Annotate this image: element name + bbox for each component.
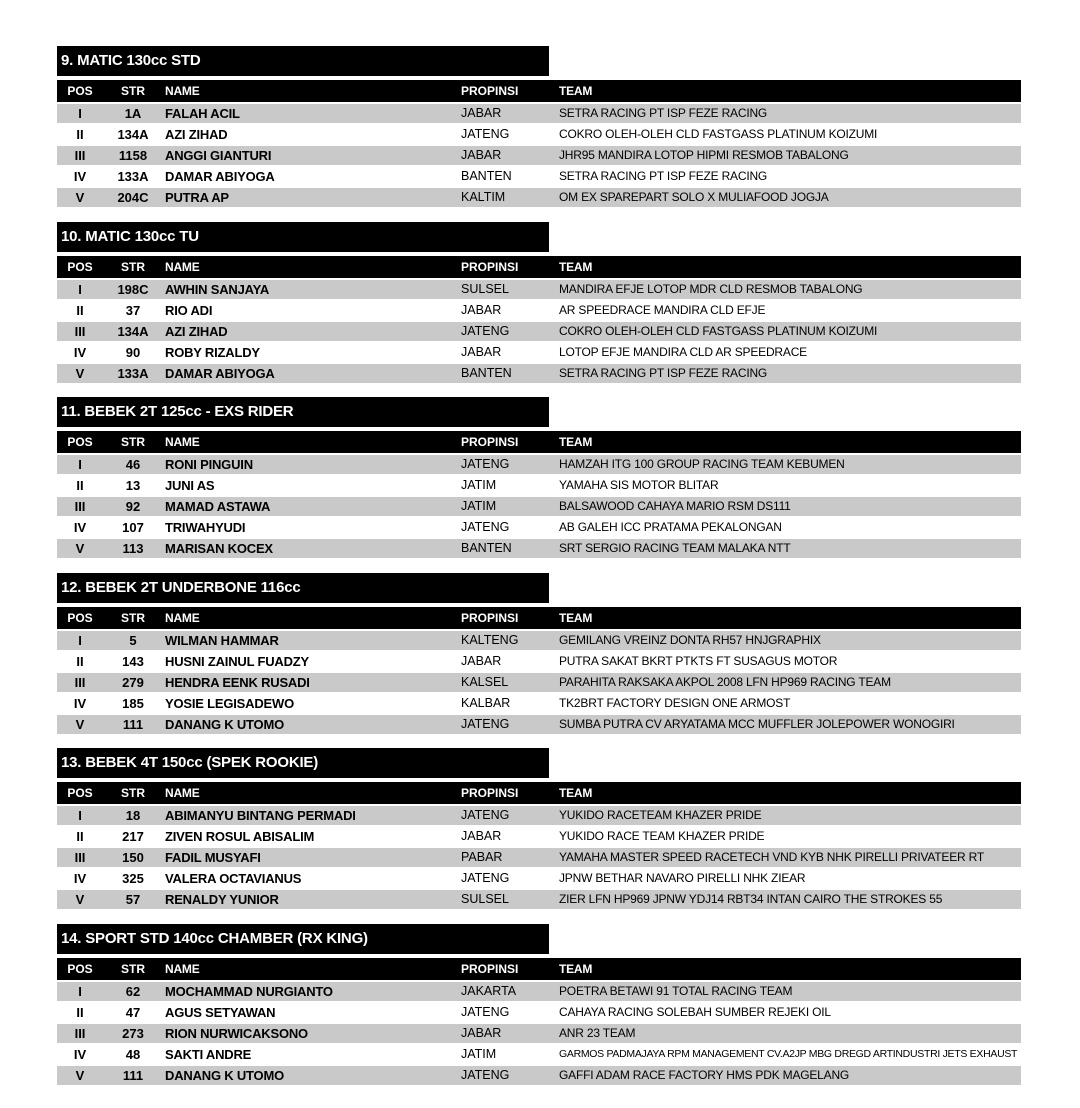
cell-team: AB GALEH ICC PRATAMA PEKALONGAN xyxy=(559,520,782,534)
cell-str: 150 xyxy=(122,850,144,865)
table-row xyxy=(57,343,1021,362)
cell-team: YUKIDO RACETEAM KHAZER PRIDE xyxy=(559,808,762,822)
cell-pos: IV xyxy=(73,344,87,360)
cell-pos: V xyxy=(75,1067,85,1083)
column-header-propinsi: PROPINSI xyxy=(461,961,519,976)
cell-team: BALSAWOOD CAHAYA MARIO RSM DS111 xyxy=(559,499,791,513)
table-row xyxy=(57,982,1021,1001)
cell-team: SRT SERGIO RACING TEAM MALAKA NTT xyxy=(559,541,791,555)
cell-name: AZI ZIHAD xyxy=(165,127,228,142)
class-section xyxy=(57,573,1021,749)
table-row xyxy=(57,1024,1021,1043)
cell-propinsi: KALTENG xyxy=(461,632,519,647)
cell-name: MARISAN KOCEX xyxy=(165,541,273,556)
table-row xyxy=(57,539,1021,558)
results-document xyxy=(57,46,1021,1099)
cell-team: JHR95 MANDIRA LOTOP HIPMI RESMOB TABALONG xyxy=(559,148,849,162)
table-row xyxy=(57,1066,1021,1085)
cell-team: YUKIDO RACE TEAM KHAZER PRIDE xyxy=(559,829,765,843)
column-header-str: STR xyxy=(121,786,145,800)
column-header-str: STR xyxy=(121,961,145,976)
table-header xyxy=(57,958,1021,980)
cell-name: HUSNI ZAINUL FUADZY xyxy=(165,653,310,669)
cell-team: CAHAYA RACING SOLEBAH SUMBER REJEKI OIL xyxy=(559,1004,831,1019)
cell-str: 13 xyxy=(125,478,141,493)
section-title: 13. BEBEK 4T 150cc (SPEK ROOKIE) xyxy=(57,748,549,778)
cell-name: AWHIN SANJAYA xyxy=(165,281,270,297)
class-section xyxy=(57,397,1021,573)
cell-name: RION NURWICAKSONO xyxy=(165,1025,308,1041)
table-row xyxy=(57,652,1021,671)
cell-name: TRIWAHYUDI xyxy=(165,520,246,535)
cell-name: MOCHAMMAD NURGIANTO xyxy=(165,983,333,999)
table-row xyxy=(57,848,1021,867)
cell-str: 134A xyxy=(117,323,149,339)
cell-name: ROBY RIZALDY xyxy=(165,344,260,360)
cell-team: GARMOS PADMAJAYA RPM MANAGEMENT CV.A2JP MBG DREGD ARTINDUSTRI JETS EXHAUST xyxy=(559,1047,1018,1060)
cell-propinsi: JATENG xyxy=(461,1004,510,1019)
cell-team: AR SPEEDRACE MANDIRA CLD EFJE xyxy=(559,302,766,317)
table-row xyxy=(57,869,1021,888)
table-row xyxy=(57,364,1021,383)
cell-propinsi: JATENG xyxy=(461,323,510,338)
column-header-pos: POS xyxy=(67,961,93,976)
cell-pos: I xyxy=(78,457,82,472)
column-header-str: STR xyxy=(121,84,145,98)
cell-str: 133A xyxy=(117,169,149,184)
cell-name: AZI ZIHAD xyxy=(165,323,228,339)
cell-pos: II xyxy=(76,302,84,318)
cell-name: DANANG K UTOMO xyxy=(165,716,285,732)
table-row xyxy=(57,455,1021,474)
table-body xyxy=(57,104,1021,209)
cell-team: COKRO OLEH-OLEH CLD FASTGASS PLATINUM KOIZUMI xyxy=(559,323,878,338)
cell-pos: III xyxy=(74,323,86,339)
column-header-team: TEAM xyxy=(559,259,593,274)
cell-pos: II xyxy=(76,478,84,493)
cell-pos: III xyxy=(74,499,86,514)
cell-team: TK2BRT FACTORY DESIGN ONE ARMOST xyxy=(559,695,791,710)
cell-str: 92 xyxy=(125,499,141,514)
column-header-pos: POS xyxy=(67,84,93,98)
column-header-propinsi: PROPINSI xyxy=(461,84,519,98)
cell-name: FALAH ACIL xyxy=(165,106,240,121)
column-header-propinsi: PROPINSI xyxy=(461,610,519,625)
cell-name: ZIVEN ROSUL ABISALIM xyxy=(165,829,315,844)
cell-propinsi: JATIM xyxy=(461,1046,497,1061)
cell-pos: IV xyxy=(73,520,87,535)
cell-propinsi: KALTIM xyxy=(461,190,506,204)
cell-pos: I xyxy=(78,808,82,823)
section-title: 12. BEBEK 2T UNDERBONE 116cc xyxy=(57,573,549,603)
table-row xyxy=(57,167,1021,186)
cell-propinsi: JABAR xyxy=(461,106,502,120)
cell-propinsi: JABAR xyxy=(461,148,502,162)
column-header-team: TEAM xyxy=(559,84,593,98)
cell-str: 113 xyxy=(122,541,144,556)
cell-str: 279 xyxy=(122,674,144,690)
cell-str: 1A xyxy=(124,106,142,121)
column-header-team: TEAM xyxy=(559,786,593,800)
table-header xyxy=(57,80,1021,102)
column-header-team: TEAM xyxy=(559,435,593,449)
cell-str: 90 xyxy=(125,344,141,360)
cell-propinsi: JABAR xyxy=(461,653,502,668)
cell-str: 18 xyxy=(125,808,141,823)
table-body xyxy=(57,982,1021,1087)
cell-str: 5 xyxy=(129,632,137,648)
cell-str: 217 xyxy=(122,829,144,844)
cell-pos: II xyxy=(76,653,84,669)
column-header-team: TEAM xyxy=(559,961,593,976)
column-header-propinsi: PROPINSI xyxy=(461,435,519,449)
cell-pos: I xyxy=(78,632,82,648)
column-header-name: NAME xyxy=(165,610,200,625)
cell-propinsi: SULSEL xyxy=(461,281,509,296)
cell-name: DAMAR ABIYOGA xyxy=(165,365,275,381)
column-header-pos: POS xyxy=(67,259,93,274)
section-title: 9. MATIC 130cc STD xyxy=(57,46,549,76)
cell-str: 111 xyxy=(122,716,144,732)
cell-str: 46 xyxy=(125,457,141,472)
column-header-name: NAME xyxy=(165,259,200,274)
cell-pos: III xyxy=(74,850,86,865)
cell-pos: III xyxy=(74,1025,86,1041)
cell-pos: V xyxy=(75,892,85,907)
cell-str: 198C xyxy=(117,281,149,297)
table-header xyxy=(57,782,1021,804)
cell-team: SETRA RACING PT ISP FEZE RACING xyxy=(559,169,768,183)
cell-str: 325 xyxy=(122,871,144,886)
cell-str: 185 xyxy=(122,695,144,711)
cell-str: 133A xyxy=(117,365,149,381)
cell-team: LOTOP EFJE MANDIRA CLD AR SPEEDRACE xyxy=(559,344,807,359)
column-header-str: STR xyxy=(121,435,145,449)
table-row xyxy=(57,518,1021,537)
cell-name: JUNI AS xyxy=(165,478,215,493)
cell-pos: I xyxy=(78,281,82,297)
cell-str: 107 xyxy=(122,520,144,535)
table-row xyxy=(57,694,1021,713)
cell-team: PUTRA SAKAT BKRT PTKTS FT SUSAGUS MOTOR xyxy=(559,653,838,668)
column-header-propinsi: PROPINSI xyxy=(461,259,519,274)
cell-propinsi: JABAR xyxy=(461,344,502,359)
column-header-str: STR xyxy=(121,259,145,274)
cell-name: SAKTI ANDRE xyxy=(165,1046,252,1062)
cell-str: 62 xyxy=(125,983,141,999)
cell-propinsi: JABAR xyxy=(461,302,502,317)
cell-name: RENALDY YUNIOR xyxy=(165,892,279,907)
cell-name: AGUS SETYAWAN xyxy=(165,1004,276,1020)
cell-propinsi: JATIM xyxy=(461,478,497,492)
table-row xyxy=(57,301,1021,320)
table-body xyxy=(57,280,1021,385)
column-header-propinsi: PROPINSI xyxy=(461,786,519,800)
table-row xyxy=(57,715,1021,734)
cell-name: RIO ADI xyxy=(165,302,213,318)
cell-name: WILMAN HAMMAR xyxy=(165,632,279,648)
cell-str: 1158 xyxy=(118,148,148,163)
class-section xyxy=(57,46,1021,222)
cell-propinsi: JATENG xyxy=(461,520,510,534)
column-header-name: NAME xyxy=(165,961,200,976)
cell-pos: III xyxy=(74,674,86,690)
column-header-str: STR xyxy=(121,610,145,625)
table-row xyxy=(57,631,1021,650)
cell-pos: I xyxy=(78,106,82,121)
column-header-pos: POS xyxy=(67,435,93,449)
cell-pos: II xyxy=(76,127,84,142)
cell-team: OM EX SPAREPART SOLO X MULIAFOOD JOGJA xyxy=(559,190,829,204)
cell-team: MANDIRA EFJE LOTOP MDR CLD RESMOB TABALONG xyxy=(559,281,863,296)
cell-team: JPNW BETHAR NAVARO PIRELLI NHK ZIEAR xyxy=(559,871,806,885)
table-row xyxy=(57,104,1021,123)
cell-name: HENDRA EENK RUSADI xyxy=(165,674,310,690)
table-row xyxy=(57,476,1021,495)
cell-str: 57 xyxy=(125,892,141,907)
cell-str: 134A xyxy=(117,127,149,142)
cell-propinsi: BANTEN xyxy=(461,541,512,555)
cell-str: 143 xyxy=(122,653,144,669)
cell-name: ABIMANYU BINTANG PERMADI xyxy=(165,808,356,823)
cell-propinsi: JATENG xyxy=(461,127,510,141)
table-row xyxy=(57,497,1021,516)
column-header-team: TEAM xyxy=(559,610,593,625)
cell-pos: II xyxy=(76,829,84,844)
cell-propinsi: JATIM xyxy=(461,499,497,513)
class-section xyxy=(57,748,1021,924)
cell-propinsi: JATENG xyxy=(461,716,510,731)
cell-pos: III xyxy=(74,148,86,163)
table-row xyxy=(57,890,1021,909)
table-row xyxy=(57,673,1021,692)
table-header xyxy=(57,607,1021,629)
cell-pos: V xyxy=(75,365,85,381)
cell-str: 204C xyxy=(117,190,149,205)
cell-propinsi: PABAR xyxy=(461,850,503,864)
cell-name: RONI PINGUIN xyxy=(165,457,253,472)
table-row xyxy=(57,125,1021,144)
cell-pos: V xyxy=(75,190,85,205)
cell-pos: IV xyxy=(73,871,87,886)
cell-propinsi: JATENG xyxy=(461,808,510,822)
cell-propinsi: BANTEN xyxy=(461,169,512,183)
class-section xyxy=(57,222,1021,398)
cell-name: MAMAD ASTAWA xyxy=(165,499,271,514)
cell-propinsi: JATENG xyxy=(461,1067,510,1082)
cell-name: PUTRA AP xyxy=(165,190,229,205)
cell-team: YAMAHA MASTER SPEED RACETECH VND KYB NHK PIRELLI PRIVATEER RT xyxy=(559,850,985,864)
cell-str: 47 xyxy=(125,1004,141,1020)
cell-name: FADIL MUSYAFI xyxy=(165,850,261,865)
cell-propinsi: JABAR xyxy=(461,1025,502,1040)
cell-team: PARAHITA RAKSAKA AKPOL 2008 LFN HP969 RACING TEAM xyxy=(559,674,891,689)
table-body xyxy=(57,631,1021,736)
section-title: 11. BEBEK 2T 125cc - EXS RIDER xyxy=(57,397,549,427)
column-header-pos: POS xyxy=(67,786,93,800)
cell-propinsi: JAKARTA xyxy=(461,983,517,998)
table-row xyxy=(57,188,1021,207)
cell-str: 37 xyxy=(125,302,141,318)
cell-propinsi: SULSEL xyxy=(461,892,509,906)
cell-team: SETRA RACING PT ISP FEZE RACING xyxy=(559,365,768,380)
cell-team: SUMBA PUTRA CV ARYATAMA MCC MUFFLER JOLEPOWER WONOGIRI xyxy=(559,716,955,731)
table-row xyxy=(57,1003,1021,1022)
cell-pos: V xyxy=(75,716,85,732)
cell-team: HAMZAH ITG 100 GROUP RACING TEAM KEBUMEN xyxy=(559,457,845,471)
column-header-name: NAME xyxy=(165,786,200,800)
cell-pos: V xyxy=(75,541,85,556)
cell-str: 48 xyxy=(125,1046,141,1062)
table-header xyxy=(57,431,1021,453)
table-row xyxy=(57,806,1021,825)
cell-pos: IV xyxy=(73,695,87,711)
table-row xyxy=(57,280,1021,299)
table-body xyxy=(57,455,1021,560)
cell-propinsi: JATENG xyxy=(461,457,510,471)
table-row xyxy=(57,827,1021,846)
cell-team: COKRO OLEH-OLEH CLD FASTGASS PLATINUM KOIZUMI xyxy=(559,127,878,141)
table-body xyxy=(57,806,1021,911)
class-section xyxy=(57,924,1021,1100)
cell-propinsi: KALBAR xyxy=(461,695,511,710)
cell-name: DANANG K UTOMO xyxy=(165,1067,285,1083)
column-header-pos: POS xyxy=(67,610,93,625)
cell-name: VALERA OCTAVIANUS xyxy=(165,871,302,886)
cell-propinsi: JATENG xyxy=(461,871,510,885)
cell-team: POETRA BETAWI 91 TOTAL RACING TEAM xyxy=(559,983,793,998)
table-header xyxy=(57,256,1021,278)
cell-team: SETRA RACING PT ISP FEZE RACING xyxy=(559,106,768,120)
cell-pos: IV xyxy=(73,1046,87,1062)
cell-team: ZIER LFN HP969 JPNW YDJ14 RBT34 INTAN CAIRO THE STROKES 55 xyxy=(559,892,943,906)
cell-name: YOSIE LEGISADEWO xyxy=(165,695,294,711)
cell-pos: I xyxy=(78,983,82,999)
table-row xyxy=(57,322,1021,341)
cell-team: YAMAHA SIS MOTOR BLITAR xyxy=(559,478,719,492)
cell-propinsi: KALSEL xyxy=(461,674,509,689)
table-row xyxy=(57,146,1021,165)
column-header-name: NAME xyxy=(165,84,200,98)
table-row xyxy=(57,1045,1021,1064)
cell-pos: IV xyxy=(73,169,87,184)
cell-str: 111 xyxy=(122,1067,144,1083)
cell-team: ANR 23 TEAM xyxy=(559,1025,636,1040)
cell-name: ANGGI GIANTURI xyxy=(165,148,272,163)
cell-propinsi: JABAR xyxy=(461,829,502,843)
column-header-name: NAME xyxy=(165,435,200,449)
cell-pos: II xyxy=(76,1004,84,1020)
cell-name: DAMAR ABIYOGA xyxy=(165,169,275,184)
cell-propinsi: BANTEN xyxy=(461,365,512,380)
section-title: 14. SPORT STD 140cc CHAMBER (RX KING) xyxy=(57,924,549,954)
cell-team: GEMILANG VREINZ DONTA RH57 HNJGRAPHIX xyxy=(559,632,821,647)
cell-team: GAFFI ADAM RACE FACTORY HMS PDK MAGELANG xyxy=(559,1067,850,1082)
section-title: 10. MATIC 130cc TU xyxy=(57,222,549,252)
cell-str: 273 xyxy=(122,1025,144,1041)
